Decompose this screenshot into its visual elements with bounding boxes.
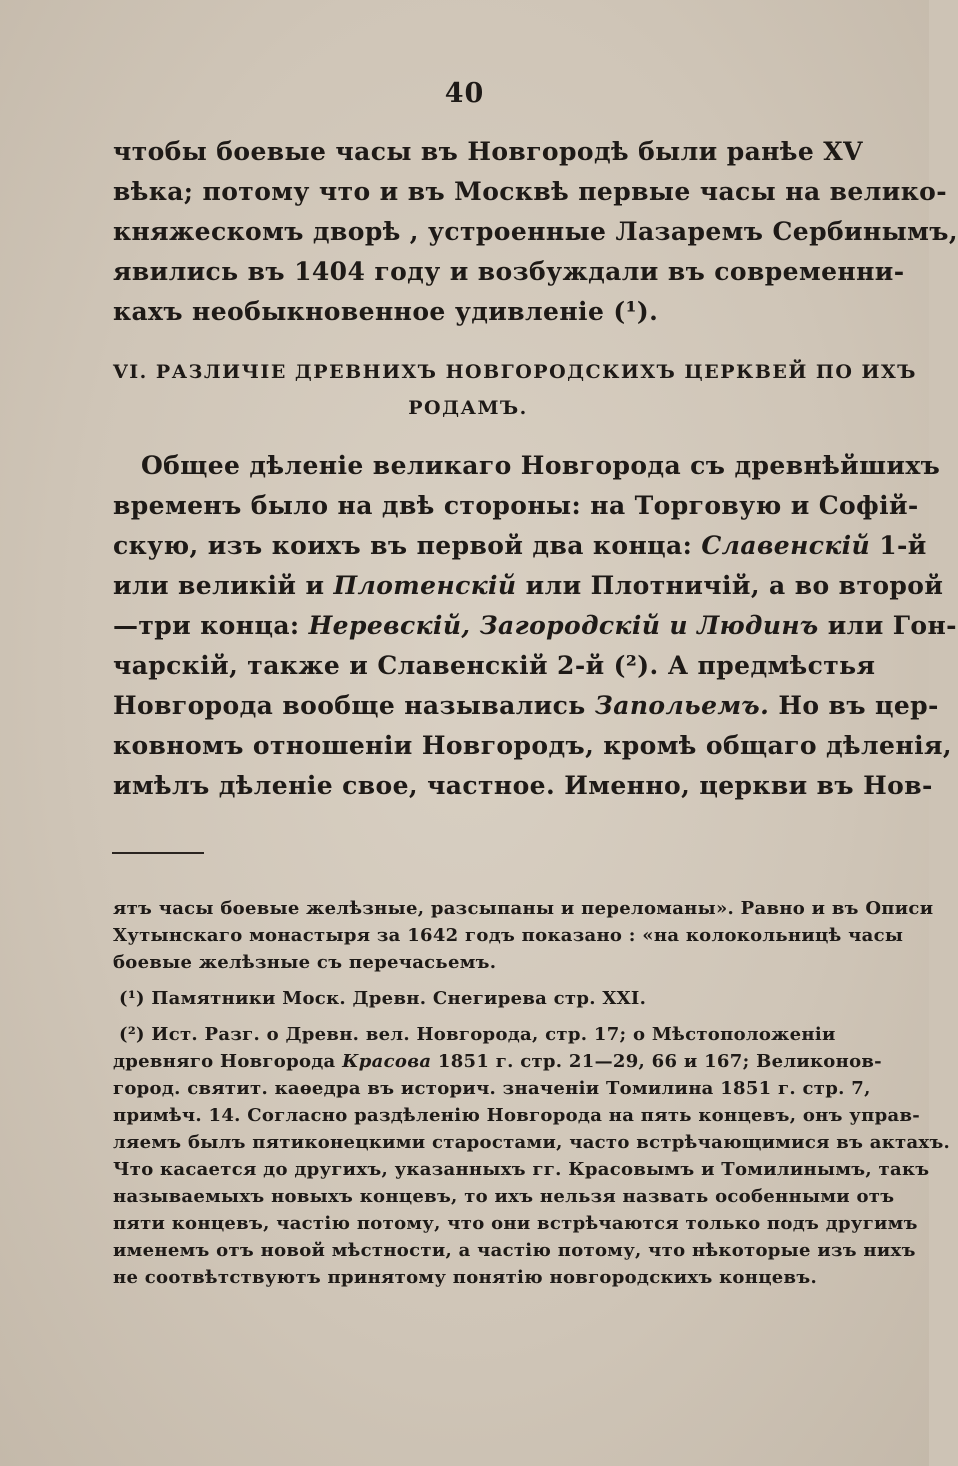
text-line bbox=[113, 686, 939, 726]
footnote-line: пяти концевъ, частію потому, что они встрѣчаются только подъ другимъ bbox=[113, 1213, 918, 1234]
spacer bbox=[113, 976, 823, 985]
heading-line: VI. РАЗЛИЧІЕ ДРЕВНИХЪ НОВГОРОДСКИХЪ ЦЕРКВЕЙ ПО ИХЪ bbox=[113, 361, 917, 383]
footnote-line: именемъ отъ новой мѣстности, а частію потому, что нѣкоторые изъ нихъ bbox=[113, 1240, 916, 1261]
footnote-line: город. святит. каѳедра въ историч. значеніи Томилина 1851 г. стр. 7, bbox=[113, 1078, 871, 1099]
footnote-line bbox=[113, 1048, 882, 1075]
text-run: —три конца: bbox=[113, 611, 300, 640]
text-line: вѣка; потому что и въ Москвѣ первые часы на велико- bbox=[113, 177, 947, 206]
text-run: или Плотничій, а во второй bbox=[525, 571, 944, 600]
footnote-line: Что касается до другихъ, указанныхъ гг. Красовымъ и Томилинымъ, такъ bbox=[113, 1159, 930, 1180]
footnote-2 bbox=[113, 1021, 951, 1291]
footnote-line: ляемъ былъ пятиконецкими старостами, часто встрѣчающимися въ актахъ. bbox=[113, 1132, 951, 1153]
section-heading bbox=[113, 354, 917, 426]
text-line: чтобы боевые часы въ Новгородѣ были ранѣе XV bbox=[113, 137, 863, 166]
text-line: кахъ необыкновенное удивленіе (¹). bbox=[113, 297, 659, 326]
text-line: имѣлъ дѣленіе свое, частное. Именно, церкви въ Нов- bbox=[113, 771, 933, 800]
italic-run: Плотенскій bbox=[333, 571, 517, 600]
footnotes bbox=[113, 895, 951, 1291]
footnote-line: не соотвѣтствуютъ принятому понятію новгородскихъ концевъ. bbox=[113, 1267, 818, 1288]
text-line: временъ было на двѣ стороны: на Торговую и Софій- bbox=[113, 491, 919, 520]
text-run: 1-й bbox=[879, 531, 927, 560]
text-line: чарскій, также и Славенскій 2-й (²). А предмѣстья bbox=[113, 651, 876, 680]
text-line bbox=[113, 606, 957, 646]
footnote-line: Хутынскаго монастыря за 1642 годъ показано : «на колокольницѣ часы bbox=[113, 925, 904, 946]
paragraph-1 bbox=[113, 132, 958, 332]
text-line: явились въ 1404 году и возбуждали въ современни- bbox=[113, 257, 905, 286]
text-line bbox=[113, 566, 944, 606]
text-run: скую, изъ коихъ въ первой два конца: bbox=[113, 531, 693, 560]
text-run: или Гон- bbox=[827, 611, 957, 640]
footnote-line: (¹) Памятники Моск. Древн. Снегирева стр. XXI. bbox=[119, 988, 647, 1009]
spacer bbox=[113, 1012, 823, 1021]
footnote-line: (²) Ист. Разг. о Древн. вел. Новгорода, стр. 17; о Мѣстоположеніи bbox=[119, 1024, 836, 1045]
footnote-continued bbox=[113, 895, 934, 976]
footnote-line: примѣч. 14. Согласно раздѣленію Новгорода на пять концевъ, онъ управ- bbox=[113, 1105, 921, 1126]
italic-run: Красова bbox=[342, 1051, 432, 1072]
footnote-separator bbox=[112, 852, 204, 854]
paragraph-2 bbox=[113, 446, 957, 806]
text-run: Новгорода вообще назывались bbox=[113, 691, 586, 720]
heading-line: РОДАМЪ. bbox=[408, 397, 528, 419]
footnote-line: боевые желѣзные съ перечасьемъ. bbox=[113, 952, 497, 973]
footnote-line: называемыхъ новыхъ концевъ, то ихъ нельзя назвать особенными отъ bbox=[113, 1186, 895, 1207]
text-line: Общее дѣленіе великаго Новгорода съ древнѣйшихъ bbox=[141, 451, 941, 480]
footnote-1 bbox=[113, 985, 823, 1012]
italic-run: Неревскій, Загородскій и Людинъ bbox=[308, 611, 819, 640]
main-text bbox=[113, 132, 958, 806]
footnote-line: ятъ часы боевые желѣзные, разсыпаны и переломаны». Равно и въ Описи bbox=[113, 898, 934, 919]
italic-run: Запольемъ. bbox=[594, 691, 770, 720]
page-number: 40 bbox=[444, 78, 485, 109]
italic-run: Славенскій bbox=[701, 531, 871, 560]
text-line bbox=[113, 526, 927, 566]
text-line: княжескомъ дворѣ , устроенные Лазаремъ Сербинымъ, bbox=[113, 217, 958, 246]
text-run: Но въ цер- bbox=[778, 691, 939, 720]
text-line: ковномъ отношеніи Новгородъ, кромѣ общаго дѣленія, bbox=[113, 731, 952, 760]
text-run: или великій и bbox=[113, 571, 325, 600]
text-run: древняго Новгорода bbox=[113, 1051, 336, 1072]
text-run: 1851 г. стр. 21—29, 66 и 167; Великонов- bbox=[437, 1051, 882, 1072]
